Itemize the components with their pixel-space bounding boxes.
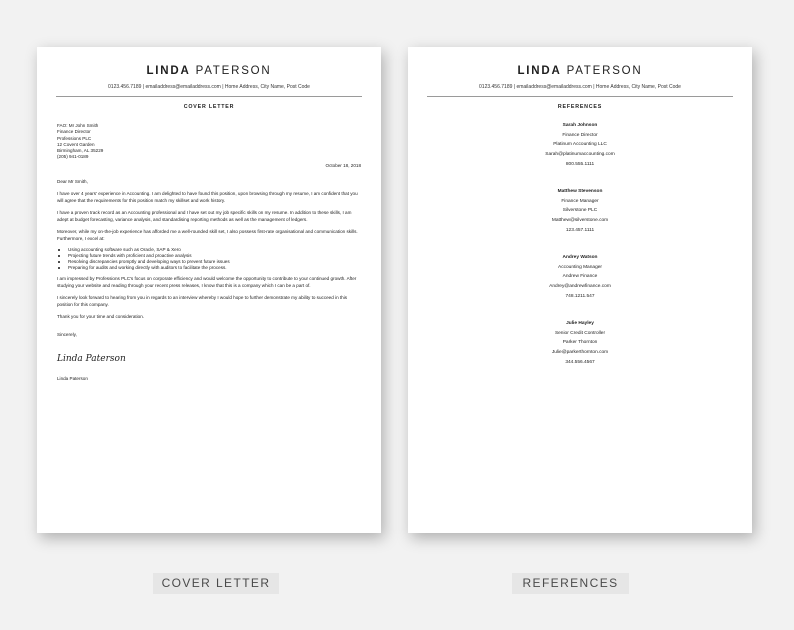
paragraph: I am impressed by Professions PLC's focus on corporate efficiency and would welcome the opportunity to contribute to your continued growth. After studying your website and reading through your recent press releases, I know that this is a company which I can be a part of. [57,276,357,289]
address-line: FAO: Mr John Smith [57,123,99,128]
reference-company: Platinum Accounting LLC [553,142,607,148]
reference-entry [408,187,752,253]
reference-title: Senior Credit Controller [554,330,606,336]
contact-line: 0123.456.7189 | emailaddress@emailaddress.com | Home Address, City Name, Post Code [479,84,681,90]
page-name-header [408,65,752,77]
paragraph: I have over 4 years' experience in Accounting. I am delighted to have found this position, upon browsing through my resume, I am confident that you will agree that the requirements for this position match my skillset and work history. [57,190,358,203]
list-item: Preparing for audits and working directly with auditors to facilitate the process. [57,265,361,271]
paragraph: I sincerely look forward to hearing from you in regards to an interview whereby I would hope to further demonstrate my ability to succeed in this position for this company. [57,295,348,308]
reference-entry [408,121,752,187]
paragraph: I have a proven track record as an Accounting professional and I have set out my job specific skills on my resume. In addition to these skills, I am adept at budget forecasting, variance analysis, and standardising reporting methods as well as the management of ledgers. [57,209,352,222]
reference-title: Finance Director [562,132,598,138]
skills-list [57,247,361,271]
address-line: (205) 941-0189 [57,154,89,160]
reference-name: Andrey Watson [562,255,598,260]
reference-phone: 123.457.1111 [565,227,595,233]
reference-title: Finance Manager [561,198,599,204]
contact-line: 0123.456.7189 | emailaddress@emailaddress.com | Home Address, City Name, Post Code [108,84,310,90]
reference-entry [408,319,752,385]
paragraph: Thank you for your time and consideration. [57,314,145,320]
address-line: Finance Director [57,129,91,135]
signed-name: Linda Paterson [57,375,88,381]
reference-email: Matthew@silverstone.com [551,218,609,224]
reference-phone: 748.1211.547 [565,293,595,299]
references-list [408,121,752,385]
reference-name: Julie Hayley [566,321,594,326]
list-item: Using accounting software such as Oracle, SAP & Xero [57,247,361,253]
reference-phone: 800.555.1111 [565,161,595,167]
address-line: 12 Covent Garden [57,141,95,147]
name-last: PATERSON [566,65,643,77]
handwritten-signature: Linda Paterson [57,353,126,364]
list-item: Projecting future trends with proficient and proactive analysis [57,253,361,259]
address-line: Birmingham, AL 35229 [57,148,104,154]
reference-company: Silverstone PLC [562,208,598,214]
reference-title: Accounting Manager [558,264,602,270]
section-title: COVER LETTER [183,104,235,110]
letter-body [57,123,361,382]
section-title: REFERENCES [557,104,603,110]
reference-phone: 344.556.4567 [565,359,595,365]
reference-company: Parker Thornton [562,340,598,346]
reference-email: Julie@parkerthornton.com [551,350,609,356]
address-line: Professions PLC [57,135,92,141]
caption-cover-letter: COVER LETTER [153,573,279,594]
reference-company: Andrew Finance [562,274,598,280]
signoff: Sincerely, [57,332,77,338]
divider [427,96,733,97]
divider [56,96,362,97]
paragraph: Moreover, while my on-the-job experience has afforded me a well-rounded skill set, I also possess first-rate organisational and communication skills. Furthermore, I excel at: [57,228,358,241]
reference-email: Andrey@andrewfinance.com [549,284,611,290]
caption-references: REFERENCES [512,573,629,594]
page-name-header [37,65,381,77]
reference-name: Sarah Johnson [562,123,598,128]
letter-date: October 18, 2018 [325,162,361,168]
name-first: LINDA [517,65,562,77]
recipient-address [57,123,361,161]
reference-email: Sarah@platinumaccounting.com [545,152,615,158]
cover-letter-page [37,47,381,533]
references-page [408,47,752,533]
reference-entry [408,253,752,319]
reference-name: Matthew Stevenson [557,189,603,194]
name-first: LINDA [146,65,191,77]
name-last: PATERSON [195,65,272,77]
list-item: Resolving discrepancies promptly and developing ways to prevent future issues [57,259,361,265]
salutation: Dear Mr Smith, [57,178,88,184]
